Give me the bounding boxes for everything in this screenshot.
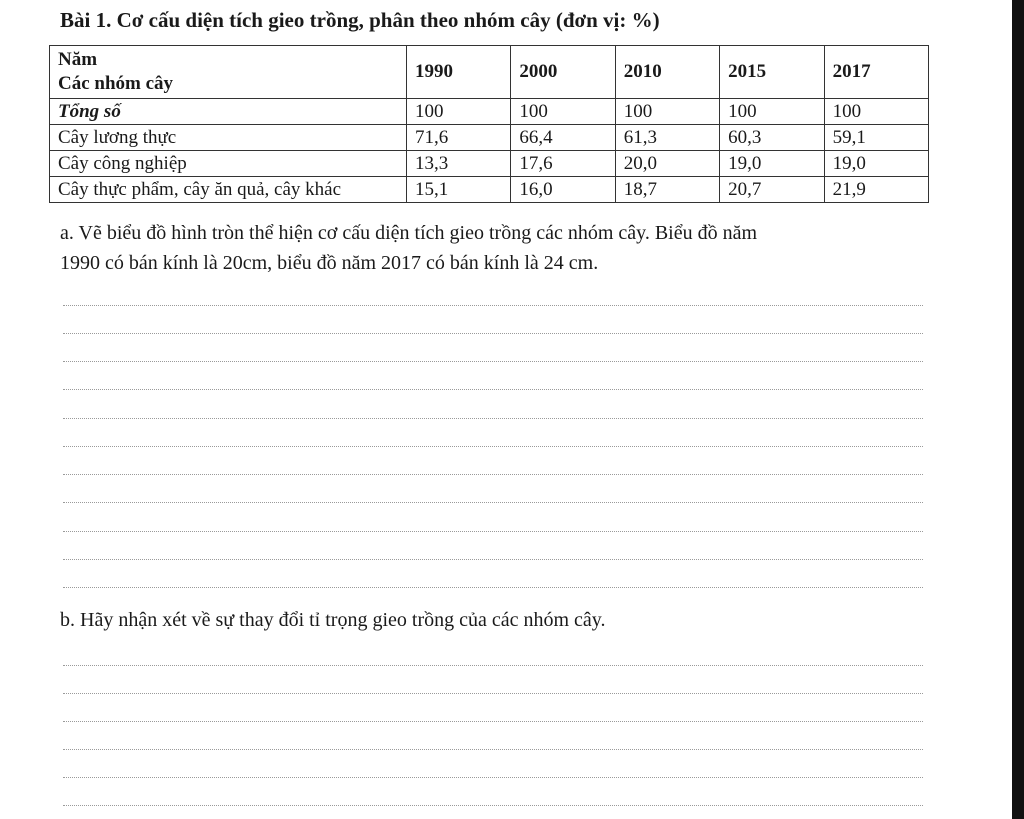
answer-line [63, 474, 923, 475]
table-row [50, 151, 929, 177]
year-header: 2015 [720, 46, 824, 99]
table-cell: 100 [720, 99, 824, 125]
table-cell: 20,0 [615, 151, 719, 177]
answer-line [63, 559, 923, 560]
table-cell: 17,6 [511, 151, 615, 177]
question-a-line-1: a. Vẽ biểu đồ hình tròn thể hiện cơ cấu diện tích gieo trồng các nhóm cây. Biểu đồ năm [60, 222, 758, 244]
table-cell: 19,0 [824, 151, 928, 177]
row-label: Cây thực phẩm, cây ăn quả, cây khác [50, 177, 407, 203]
answer-line [63, 389, 923, 390]
answer-line [63, 418, 923, 419]
answer-line [63, 502, 923, 503]
answer-line [63, 665, 923, 666]
exercise-title: Bài 1. Cơ cấu diện tích gieo trồng, phân theo nhóm cây (đơn vị: %) [60, 8, 660, 32]
answer-line [63, 446, 923, 447]
answer-line [63, 333, 923, 334]
table-cell: 66,4 [511, 125, 615, 151]
table-cell: 16,0 [511, 177, 615, 203]
row-label: Cây lương thực [50, 125, 407, 151]
table-row [50, 125, 929, 151]
table-cell: 100 [615, 99, 719, 125]
row-label: Tổng số [50, 99, 407, 125]
crop-area-table [49, 45, 929, 203]
answer-line [63, 777, 923, 778]
year-header: 2000 [511, 46, 615, 99]
table-cell: 18,7 [615, 177, 719, 203]
table-cell: 19,0 [720, 151, 824, 177]
table-cell: 20,7 [720, 177, 824, 203]
answer-line [63, 693, 923, 694]
table-cell: 100 [824, 99, 928, 125]
year-header: 2010 [615, 46, 719, 99]
answer-line [63, 531, 923, 532]
year-header: 2017 [824, 46, 928, 99]
table-row-total [50, 99, 929, 125]
row-label: Cây công nghiệp [50, 151, 407, 177]
corner-group-label: Các nhóm cây [58, 73, 174, 94]
table-cell: 13,3 [407, 151, 511, 177]
answer-line [63, 587, 923, 588]
year-header: 1990 [407, 46, 511, 99]
table-cell: 60,3 [720, 125, 824, 151]
window-edge-bar [1012, 0, 1024, 819]
answer-line [63, 305, 923, 306]
table-cell: 71,6 [407, 125, 511, 151]
answer-line [63, 749, 923, 750]
table-cell: 15,1 [407, 177, 511, 203]
table-cell: 100 [511, 99, 615, 125]
table-row [50, 177, 929, 203]
question-a [60, 218, 960, 278]
corner-year-label: Năm [58, 49, 98, 70]
question-a-line-2: 1990 có bán kính là 20cm, biểu đồ năm 2017 có bán kính là 24 cm. [60, 252, 599, 274]
table-cell: 59,1 [824, 125, 928, 151]
answer-line [63, 805, 923, 806]
table-cell: 21,9 [824, 177, 928, 203]
answer-line [63, 361, 923, 362]
table-corner-header [50, 46, 407, 99]
table-header-row [50, 46, 929, 99]
answer-line [63, 721, 923, 722]
question-b: b. Hãy nhận xét về sự thay đổi tỉ trọng gieo trồng của các nhóm cây. [60, 609, 606, 631]
table-cell: 61,3 [615, 125, 719, 151]
table-cell: 100 [407, 99, 511, 125]
